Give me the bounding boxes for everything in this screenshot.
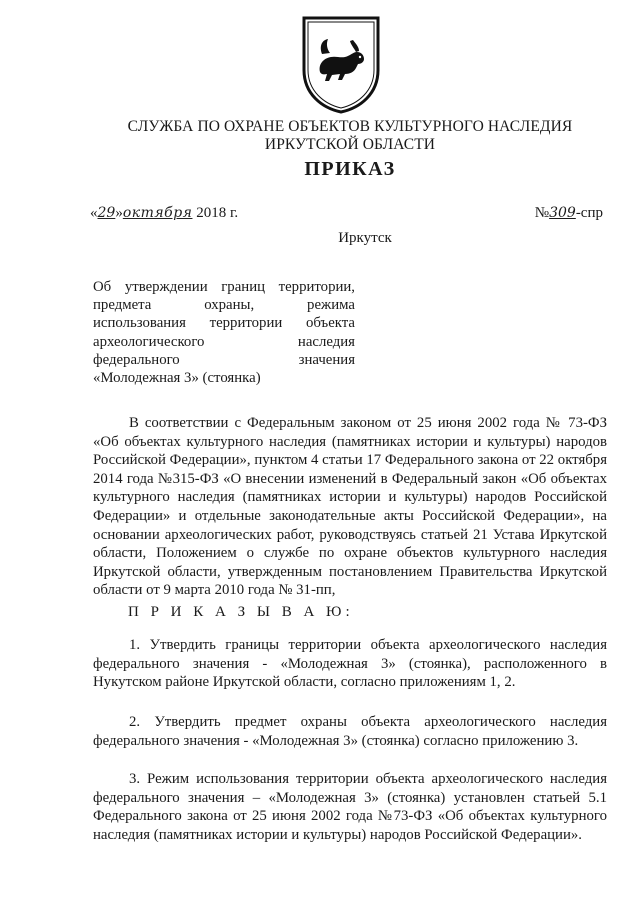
number-suffix: -спр [575, 205, 603, 221]
subject-line: «Молодежная 3» (стоянка) [93, 370, 261, 387]
subject-line: использования территории объекта [93, 315, 355, 332]
date-month: октября [122, 205, 193, 221]
document-number [535, 205, 603, 222]
number-value: 309 [549, 205, 576, 221]
preamble-paragraph: В соответствии с Федеральным законом от 25 июня 2002 года № 73-ФЗ «Об объектах культурного наследия (памятниках истории и культуры) народов Российской Федерации», пунктом 4 статьи 17 Федерального закона от 22 октября 2014 года №315-ФЗ «О внесении изменений в Федеральный закон «Об объектах культурного наследия (памятниках истории и культуры) народов Российской Федерации» и отдельные законодательные акты Российской Федерации», на основании археологических работ, руководствуясь статьей 21 Устава Иркутской области, Положением о службе по охране объектов культурного наследия Иркутской области, утвержденным постановлением Правительства Иркутской области от 9 марта 2010 года № 31-пп, [93, 415, 607, 599]
document-type-title: ПРИКАЗ [304, 158, 396, 180]
order-heading: П Р И К А З Ы В А Ю: [128, 604, 354, 620]
order-item-1: 1. Утвердить границы территории объекта археологического наследия федерального значения - «Молодежная 3» (стоянка), расположенного в Нукутском районе Иркутской области, согласно приложениям 1, 2. [93, 637, 607, 691]
subject-line: предмета охраны, режима [93, 297, 355, 314]
date-day: 29 [97, 205, 116, 221]
irkutsk-coat-of-arms-icon [298, 14, 384, 114]
number-prefix: № [534, 205, 550, 221]
order-item-2: 2. Утвердить предмет охраны объекта археологического наследия федерального значения - «Молодежная 3» (стоянка) согласно приложению 3. [93, 714, 607, 749]
order-item-3: 3. Режим использования территории объекта археологического наследия федерального значения – «Молодежная 3» (стоянка) установлен статьей 5.1 Федерального закона от 25 июня 2002 года №73-ФЗ «Об объектах культурного наследия (памятниках истории и культуры) народов Российской Федерации». [93, 771, 607, 843]
organization-name-line1: СЛУЖБА ПО ОХРАНЕ ОБЪЕКТОВ КУЛЬТУРНОГО НАСЛЕДИЯ [127, 118, 573, 135]
subject-line: археологического наследия [93, 333, 355, 350]
date-close-quote: » [115, 205, 123, 221]
date-open-quote: « [90, 205, 98, 221]
organization-name-line2: ИРКУТСКОЙ ОБЛАСТИ [264, 136, 436, 153]
date-year: 2018 г. [192, 205, 239, 221]
document-subject [93, 278, 355, 387]
document-date [90, 205, 238, 222]
city-name: Иркутск [338, 230, 392, 246]
subject-line: Об утверждении границ территории, [93, 279, 355, 295]
subject-line: федерального значения [93, 351, 355, 368]
